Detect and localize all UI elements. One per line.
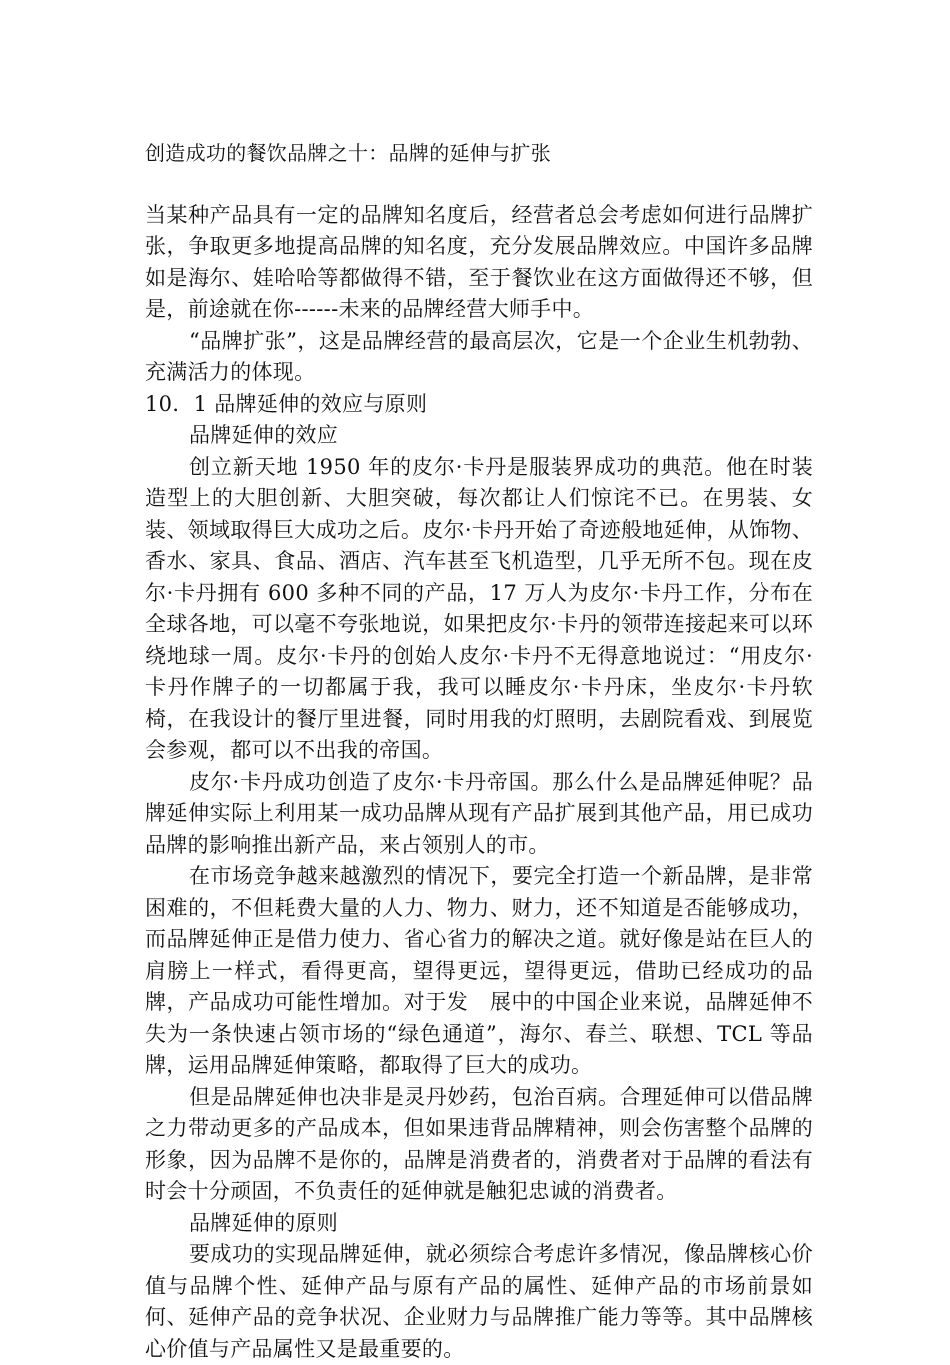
subheading-effect: 品牌延伸的效应 — [189, 423, 339, 447]
paragraph-intro: 当某种产品具有一定的品牌知名度后，经营者总会考虑如何进行品牌扩张，争取更多地提高品牌的知名度，充分发展品牌效应。中国许多品牌如是海尔、娃哈哈等都做得不错，至于餐饮业在这方面做得还不够，但是，前途就在你------未来的品牌经营大师手中。 — [145, 202, 813, 321]
document-title: 创造成功的餐饮品牌之十：品牌的延伸与扩张 — [145, 141, 551, 165]
document-body — [145, 138, 813, 1365]
paragraph-pierre-cardin: 创立新天地 1950 年的皮尔·卡丹是服装界成功的典范。他在时装造型上的大胆创新、大胆突破，每次都让人们惊诧不已。在男装、女装、领域取得巨大成功之后。皮尔·卡丹开始了奇迹般地延伸，从饰物、香水、家具、食品、酒店、汽车甚至飞机造型，几乎无所不包。现在皮尔·卡丹拥有 600 多种不同的产品，17 万人为皮尔·卡丹工作，分布在全球各地，可以毫不夸张地说，如果把皮尔·卡丹的领带连接起来可以环绕地球一周。皮尔·卡丹的创始人皮尔·卡丹不无得意地说过：“用皮尔·卡丹作牌子的一切都属于我，我可以睡皮尔·卡丹床，坐皮尔·卡丹软椅，在我设计的餐厅里进餐，同时用我的灯照明，去剧院看戏、到展览会参观，都可以不出我的帝国。 — [145, 454, 813, 762]
section-heading: 10．1 品牌延伸的效应与原则 — [145, 391, 428, 416]
paragraph-brand-expansion: “品牌扩张”，这是品牌经营的最高层次，它是一个企业生机勃勃、充满活力的体现。 — [145, 328, 813, 384]
paragraph-competition: 在市场竞争越来越激烈的情况下，要完全打造一个新品牌，是非常困难的，不但耗费大量的人力、物力、财力，还不知道是否能够成功，而品牌延伸正是借力使力、省心省力的解决之道。就好像是站在巨人的肩膀上一样式，看得更高，望得更远，望得更远，借助已经成功的品牌，产品成功可能性增加。对于发 展中的中国企业来说，品牌延伸不失为一条快速占领市场的“绿色通道”，海尔、春兰、联想、TCL 等品牌，运用品牌延伸策略，都取得了巨大的成功。 — [145, 864, 813, 1077]
subheading-principle: 品牌延伸的原则 — [189, 1210, 339, 1235]
paragraph-caution: 但是品牌延伸也决非是灵丹妙药，包治百病。合理延伸可以借品牌之力带动更多的产品成本，但如果违背品牌精神，则会伤害整个品牌的形象，因为品牌不是你的，品牌是消费者的，消费者对于品牌的看法有时会十分顽固，不负责任的延伸就是触犯忠诚的消费者。 — [145, 1084, 813, 1203]
paragraph-principle: 要成功的实现品牌延伸，就必须综合考虑许多情况，像品牌核心价值与品牌个性、延伸产品与原有产品的属性、延伸产品的市场前景如何、延伸产品的竞争状况、企业财力与品牌推广能力等等。其中品牌核心价值与产品属性又是最重要的。 — [145, 1242, 813, 1361]
paragraph-definition: 皮尔·卡丹成功创造了皮尔·卡丹帝国。那么什么是品牌延伸呢？品牌延伸实际上利用某一成功品牌从现有产品扩展到其他产品，用已成功品牌的影响推出新产品，来占领别人的市。 — [145, 769, 813, 857]
